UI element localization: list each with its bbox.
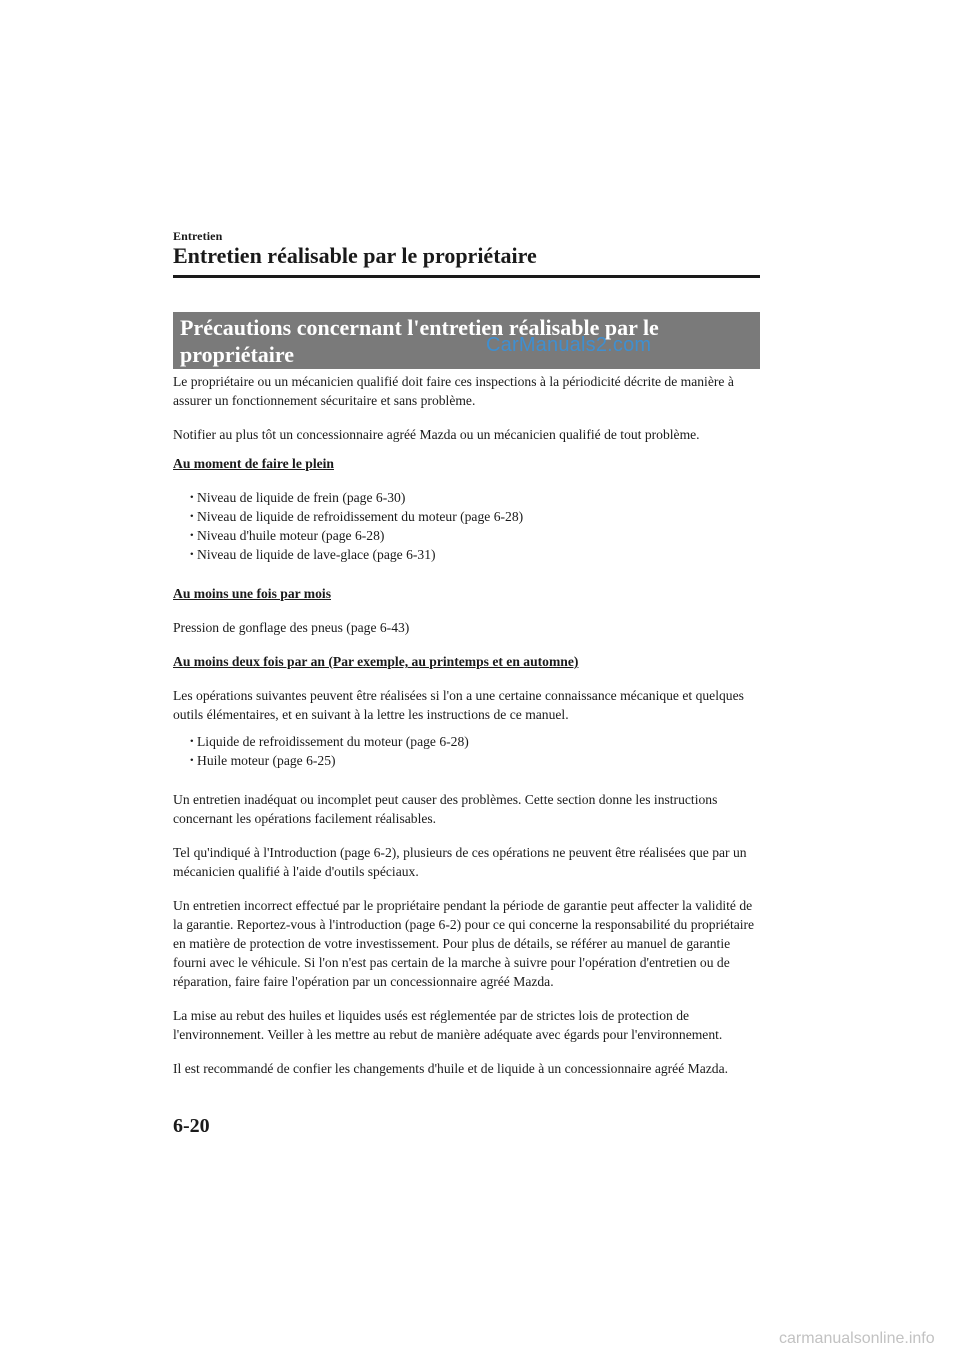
list-an: [173, 732, 760, 770]
page-content: [173, 372, 760, 1093]
body-paragraph: Il est recommandé de confier les changements d'huile et de liquide à un concessionnaire agréé Mazda.: [173, 1061, 729, 1076]
watermark-text: CarManuals2.com: [486, 334, 652, 356]
an-text: Les opérations suivantes peuvent être réalisées si l'on a une certaine connaissance mécanique et quelques outils élémentaires, et en suivant à la lettre les instructions de ce manuel.: [173, 688, 744, 722]
section-label: Entretien: [173, 229, 223, 243]
page-number: 6-20: [173, 1115, 210, 1137]
subheading-an: Au moins deux fois par an (Par exemple, au printemps et en automne): [173, 654, 579, 669]
bullet-icon: ・: [185, 528, 199, 543]
mois-text: Pression de gonflage des pneus (page 6-43): [173, 620, 410, 635]
subheading-plein: Au moment de faire le plein: [173, 456, 334, 471]
bullet-icon: ・: [185, 734, 199, 749]
body-paragraph: La mise au rebut des huiles et liquides usés est réglementée par de strictes lois de protection de l'environnement. Veiller à les mettre au rebut de manière adéquate avec égards pour l'environnement.: [173, 1008, 723, 1042]
list-item: ・ Niveau d'huile moteur (page 6-28): [185, 528, 385, 543]
list-item: ・ Niveau de liquide de refroidissement du moteur (page 6-28): [185, 509, 524, 524]
list-item: ・ Huile moteur (page 6-25): [185, 753, 336, 768]
title-divider: [173, 275, 760, 278]
bullet-icon: ・: [185, 753, 199, 768]
section-heading-box: [173, 312, 760, 369]
list-item: ・ Niveau de liquide de lave-glace (page 6-31): [185, 547, 436, 562]
footer-site-text: carmanualsonline.info: [779, 1330, 935, 1347]
subheading-mois: Au moins une fois par mois: [173, 586, 331, 601]
chapter-title: Entretien réalisable par le propriétaire: [173, 243, 537, 268]
body-paragraph: Un entretien incorrect effectué par le propriétaire pendant la période de garantie peut affecter la validité de la garantie. Reportez-vous à l'introduction (page 6-2) pour ce qui concerne la responsabilité du propriétaire en matière de protection de votre investissement. Pour plus de détails, se référer au manuel de garantie fourni avec le véhicule. Si l'on n'est pas certain de la marche à suivre pour l'opération d'entretien ou de réparation, faire faire l'opération par un concessionnaire agréé Mazda.: [173, 898, 755, 989]
body-paragraph: Tel qu'indiqué à l'Introduction (page 6-2), plusieurs de ces opérations ne peuvent être réalisées que par un mécanicien qualifié à l'aide d'outils spéciaux.: [173, 845, 747, 879]
list-item: ・ Liquide de refroidissement du moteur (page 6-28): [185, 734, 469, 749]
bullet-icon: ・: [185, 547, 199, 562]
list-item: ・ Niveau de liquide de frein (page 6-30): [185, 490, 406, 505]
bullet-icon: ・: [185, 509, 199, 524]
list-plein: [173, 488, 760, 564]
bullet-icon: ・: [185, 490, 199, 505]
intro-paragraph-1: Le propriétaire ou un mécanicien qualifié doit faire ces inspections à la périodicité décrite de manière à assurer un fonctionnement sécuritaire et sans problème.: [173, 374, 734, 408]
section-heading: Précautions concernant l'entretien réalisable par le propriétaire: [180, 315, 659, 367]
body-paragraph: Un entretien inadéquat ou incomplet peut causer des problèmes. Cette section donne les instructions concernant les opérations facilement réalisables.: [173, 792, 718, 826]
intro-paragraph-2: Notifier au plus tôt un concessionnaire agréé Mazda ou un mécanicien qualifié de tout problème.: [173, 427, 700, 442]
